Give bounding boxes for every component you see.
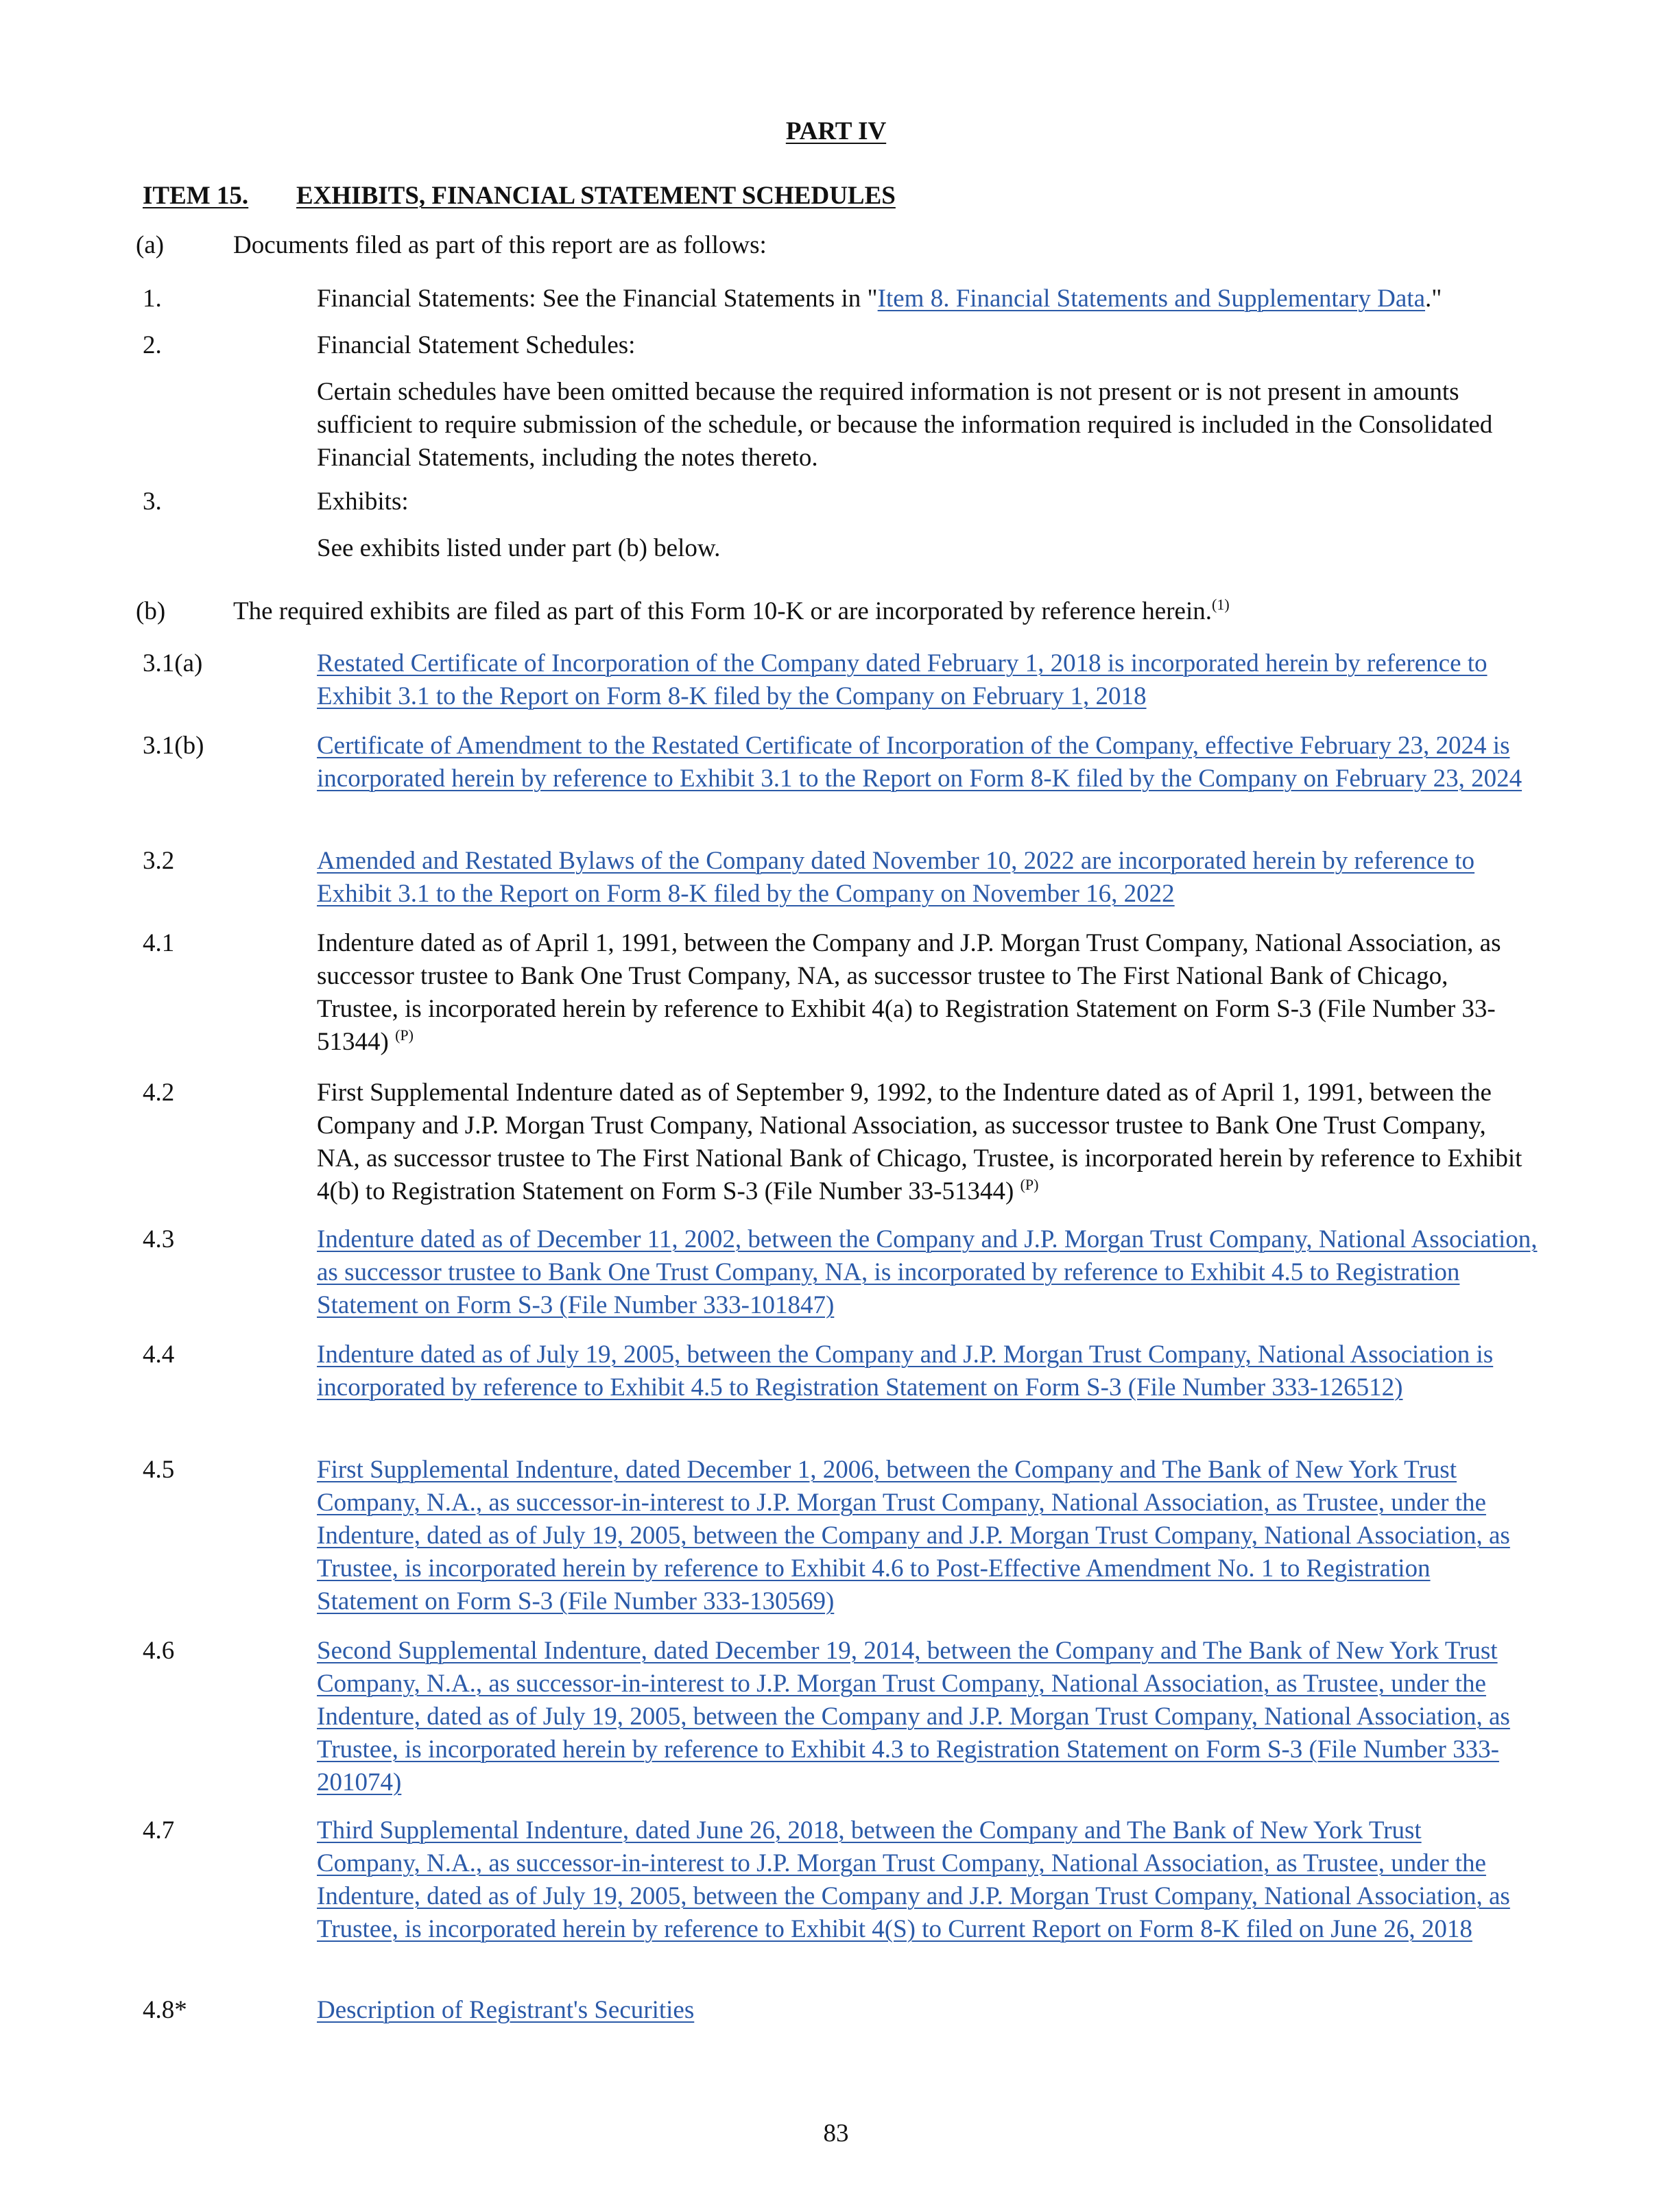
exhibit-number: 4.2: [143, 1079, 175, 1107]
exhibit-description: [317, 845, 1510, 911]
item-number: ITEM 15.: [143, 182, 249, 210]
exhibit-link[interactable]: Indenture dated as of July 19, 2005, between the Company and J.P. Morgan Trust Company, National Association is incorporated by reference to Exhibit 4.5 to Registration Statement on Form S-3 (File Number 333-126512): [317, 1341, 1494, 1402]
part-heading: PART IV: [785, 117, 887, 145]
exhibit-description: [317, 1635, 1538, 1799]
section-a-label: (a): [136, 231, 165, 259]
exhibit-number: 3.1(b): [143, 732, 204, 760]
section-a-item-3-detail: See exhibits listed under part (b) below.: [317, 534, 721, 562]
section-a-item-1: [317, 282, 1538, 315]
exhibit-number: 4.6: [143, 1637, 175, 1665]
exhibit-description: [317, 647, 1510, 713]
section-a-text: Documents filed as part of this report are as follows:: [233, 231, 767, 259]
section-b-statement: The required exhibits are filed as part of this Form 10-K or are incorporated by reference herein.: [233, 597, 1212, 625]
exhibit-description: [317, 1077, 1524, 1208]
exhibit-description: [317, 1223, 1538, 1322]
exhibit-link[interactable]: Amended and Restated Bylaws of the Company dated November 10, 2022 are incorporated herein by reference to Exhibit 3.1 to the Report on Form 8-K filed by the Company on November 16, 2022: [317, 847, 1475, 908]
exhibit-link[interactable]: Indenture dated as of December 11, 2002, between the Company and J.P. Morgan Trust Company, National Association, as successor trustee to Bank One Trust Company, NA, is incorporated by reference to Exhibit 4.5 to Registration Statement on Form S-3 (File Number 333-101847): [317, 1225, 1538, 1319]
exhibit-number: 3.1(a): [143, 649, 203, 677]
exhibit-number: 4.3: [143, 1225, 175, 1253]
exhibit-link[interactable]: Third Supplemental Indenture, dated June 26, 2018, between the Company and The Bank of New York Trust Company, N.A., as successor-in-interest to J.P. Morgan Trust Company, National Association, as Trustee, under the Indenture, dated as of July 19, 2005, between the Company and J.P. Morgan Trust Company, National Association, as Trustee, is incorporated herein by reference to Exhibit 4(S) to Current Report on Form 8-K filed on June 26, 2018: [317, 1816, 1510, 1943]
exhibit-link[interactable]: Certificate of Amendment to the Restated Certificate of Incorporation of the Company, effective February 23, 2024 is incorporated herein by reference to Exhibit 3.1 to the Report on Form 8-K filed by the Company on February 23, 2024: [317, 732, 1522, 793]
section-a-item-3: Exhibits:: [317, 488, 409, 516]
section-a-item-number: 2.: [143, 331, 162, 359]
item-1-text-before: Financial Statements: See the Financial Statements in ": [317, 285, 878, 313]
exhibit-number: 4.5: [143, 1456, 175, 1484]
exhibit-description: [317, 730, 1538, 795]
exhibit-link[interactable]: Restated Certificate of Incorporation of the Company dated February 1, 2018 is incorporated herein by reference to Exhibit 3.1 to the Report on Form 8-K filed by the Company on February 1, 2018: [317, 649, 1488, 710]
section-a-item-number: 1.: [143, 285, 162, 313]
section-b-label: (b): [136, 597, 166, 625]
exhibit-description: [317, 1454, 1524, 1618]
item-1-text-after: .": [1425, 285, 1442, 313]
exhibit-link[interactable]: Description of Registrant's Securities: [317, 1996, 695, 2024]
section-a-item-2-detail: Certain schedules have been omitted because the required information is not present or is not present in amounts sufficient to require submission of the schedule, or because the information required is included in the Consolidated Financial Statements, including the notes thereto.: [317, 378, 1493, 472]
exhibit-number: 4.8*: [143, 1996, 187, 2024]
exhibit-number: 4.1: [143, 929, 175, 957]
exhibit-marker: (P): [1020, 1176, 1039, 1193]
exhibit-link[interactable]: First Supplemental Indenture, dated December 1, 2006, between the Company and The Bank of New York Trust Company, N.A., as successor-in-interest to J.P. Morgan Trust Company, National Association, as Trustee, under the Indenture, dated as of July 19, 2005, between the Company and J.P. Morgan Trust Company, National Association, as Trustee, is incorporated herein by reference to Exhibit 4.6 to Post-Effective Amendment No. 1 to Registration Statement on Form S-3 (File Number 333-130569): [317, 1456, 1510, 1615]
section-a-item-number: 3.: [143, 488, 162, 516]
section-a-item-2: Financial Statement Schedules:: [317, 331, 636, 359]
item-8-link[interactable]: Item 8. Financial Statements and Supplementary Data: [877, 285, 1426, 313]
exhibit-marker: (P): [395, 1026, 414, 1044]
exhibit-text: First Supplemental Indenture dated as of September 9, 1992, to the Indenture dated as of April 1, 1991, between the Company and J.P. Morgan Trust Company, National Association, as successor trustee to Bank One Trust Company, NA, as successor trustee to The First National Bank of Chicago, Trustee, is incorporated herein by reference to Exhibit 4(b) to Registration Statement on Form S-3 (File Number 33-51344): [317, 1079, 1522, 1205]
exhibit-description: [317, 927, 1524, 1059]
exhibit-description: [317, 1338, 1524, 1404]
exhibit-number: 4.7: [143, 1816, 175, 1844]
footnote-marker: (1): [1212, 596, 1230, 613]
page-number: 83: [823, 2119, 849, 2148]
section-b-text: [233, 595, 1230, 628]
exhibit-text: Indenture dated as of April 1, 1991, between the Company and J.P. Morgan Trust Company, National Association, as successor trustee to Bank One Trust Company, NA, as successor trustee to The First National Bank of Chicago, Trustee, is incorporated herein by reference to Exhibit 4(a) to Registration Statement on Form S-3 (File Number 33-51344): [317, 929, 1501, 1056]
exhibit-number: 3.2: [143, 847, 175, 875]
exhibit-number: 4.4: [143, 1341, 175, 1369]
exhibit-description: [317, 1814, 1524, 1946]
exhibit-link[interactable]: Second Supplemental Indenture, dated December 19, 2014, between the Company and The Bank of New York Trust Company, N.A., as successor-in-interest to J.P. Morgan Trust Company, National Association, as Trustee, under the Indenture, dated as of July 19, 2005, between the Company and J.P. Morgan Trust Company, National Association, as Trustee, is incorporated herein by reference to Exhibit 4.3 to Registration Statement on Form S-3 (File Number 333-201074): [317, 1637, 1510, 1796]
item-title: EXHIBITS, FINANCIAL STATEMENT SCHEDULES: [296, 182, 896, 210]
exhibit-description: [317, 1994, 1538, 2027]
